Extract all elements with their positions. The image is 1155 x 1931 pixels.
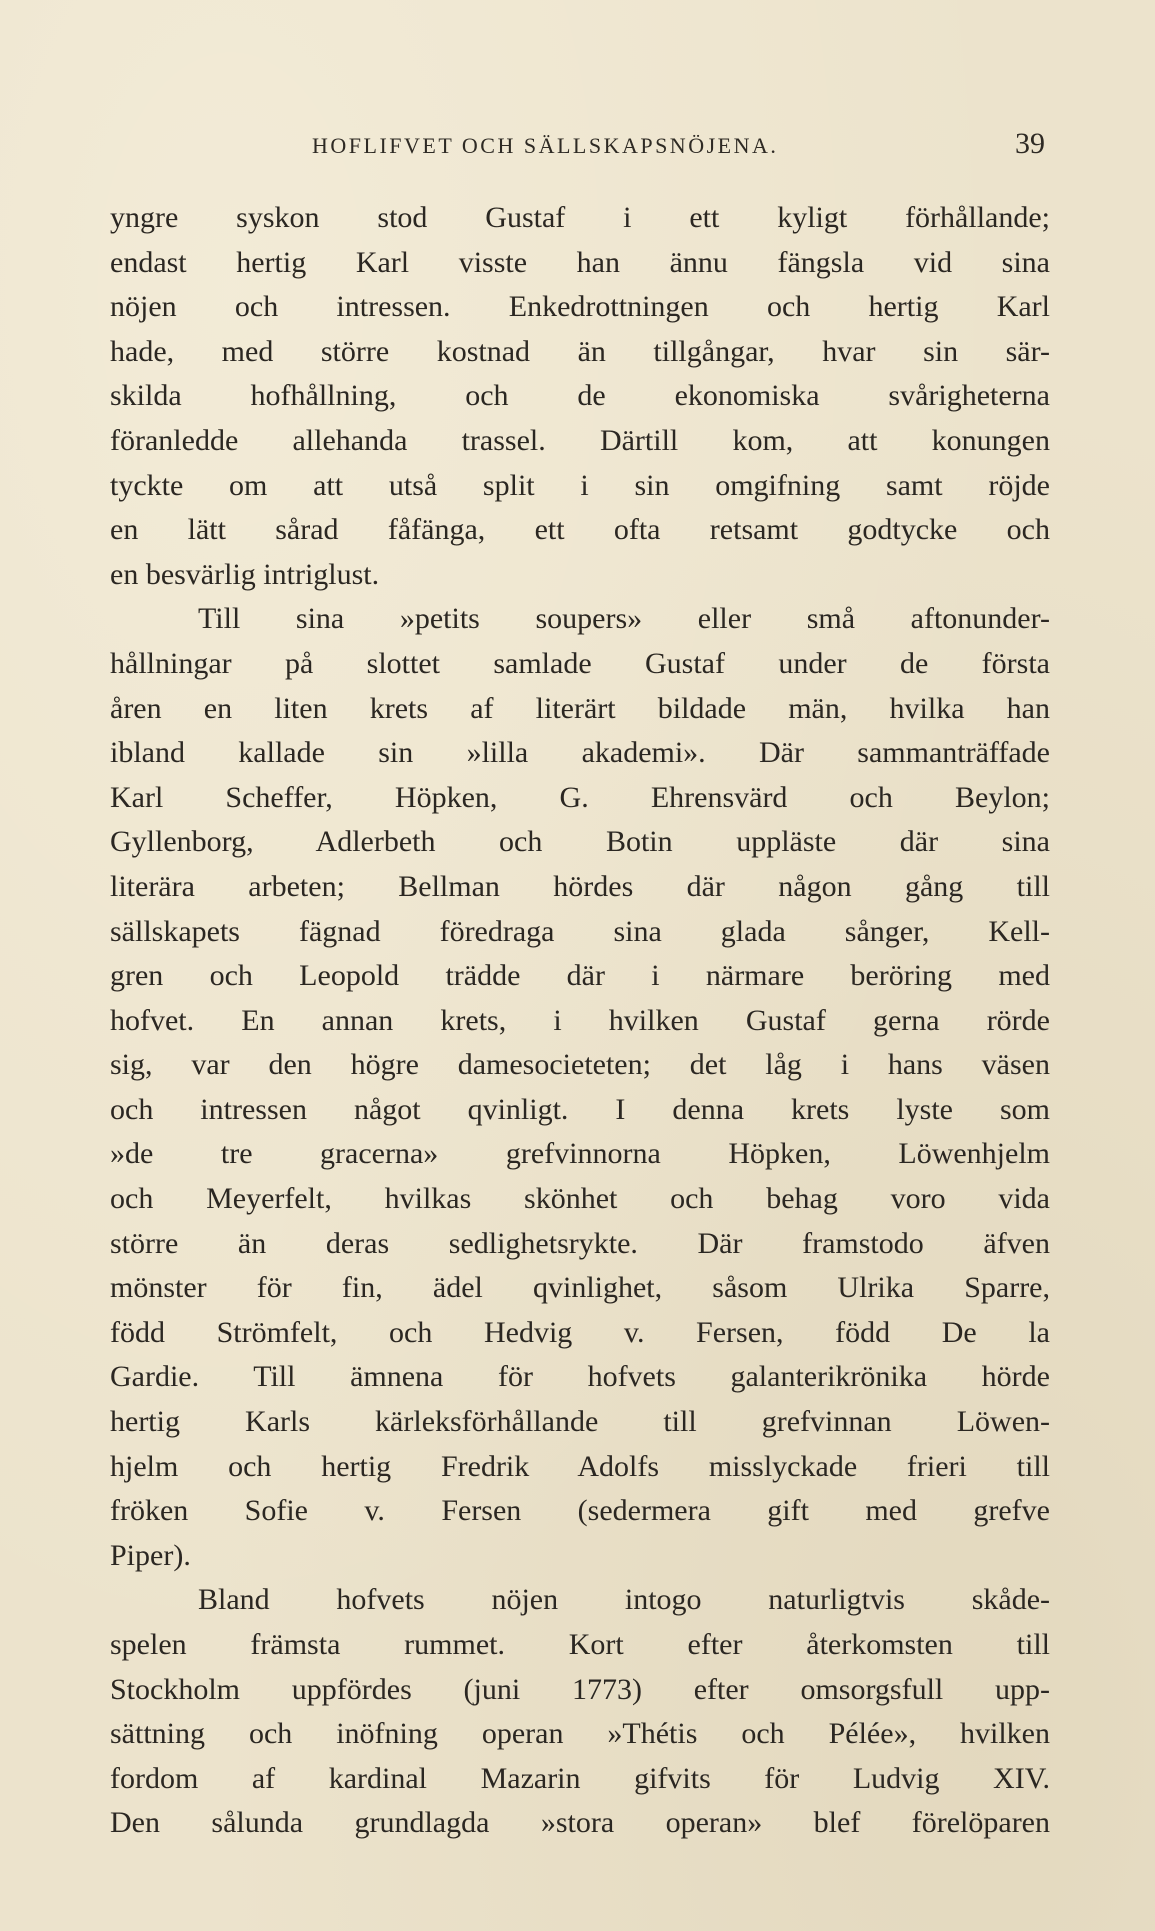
text-line: sättning och inöfning operan »Thétis och Pélée», hvilken [110,1717,1050,1751]
text-line: »de tre gracerna» grefvinnorna Höpken, Löwenhjelm [110,1137,1050,1171]
text-line: hertig Karls kärleksförhållande till grefvinnan Löwen- [110,1405,1050,1439]
text-line: Karl Scheffer, Höpken, G. Ehrensvärd och Beylon; [110,780,1050,814]
text-line: mönster för fin, ädel qvinlighet, såsom Ulrika Sparre, [110,1271,1050,1305]
text-line: sällskapets fägnad föredraga sina glada sånger, Kell- [110,914,1050,948]
text-line: ibland kallade sin »lilla akademi». Där sammanträffade [110,736,1050,770]
text-line: skilda hofhållning, och de ekonomiska svårigheterna [110,379,1050,413]
text-line: större än deras sedlighetsrykte. Där framstodo äfven [110,1226,1050,1260]
text-line: föranledde allehanda trassel. Därtill kom, att konungen [110,423,1050,457]
text-line: Gyllenborg, Adlerbeth och Botin uppläste där sina [110,825,1050,859]
text-line: hade, med större kostnad än tillgångar, hvar sin sär- [110,334,1050,368]
text-line: literära arbeten; Bellman hördes där någon gång till [110,869,1050,903]
text-line: en besvärlig intriglust. [110,557,380,591]
text-line: åren en liten krets af literärt bildade män, hvilka han [110,691,1050,725]
body-text [110,196,1050,1846]
text-line: Gardie. Till ämnena för hofvets galanterikrönika hörde [110,1360,1050,1394]
running-head [200,127,1050,167]
text-line: och Meyerfelt, hvilkas skönhet och behag voro vida [110,1182,1050,1216]
text-line: född Strömfelt, och Hedvig v. Fersen, född De la [110,1315,1050,1349]
text-line: och intressen något qvinligt. I denna krets lyste som [110,1092,1050,1126]
text-line: fröken Sofie v. Fersen (sedermera gift med grefve [110,1494,1050,1528]
text-line: hofvet. En annan krets, i hvilken Gustaf gerna rörde [110,1003,1050,1037]
text-line: Till sina »petits soupers» eller små aftonunder- [198,602,1050,636]
text-line: endast hertig Karl visste han ännu fängsla vid sina [110,245,1050,279]
running-title: HOFLIFVET OCH SÄLLSKAPSNÖJENA. [312,133,779,158]
text-line: nöjen och intressen. Enkedrottningen och hertig Karl [110,290,1050,324]
text-line: tyckte om att utså split i sin omgifning samt röjde [110,468,1050,502]
text-line: spelen främsta rummet. Kort efter återkomsten till [110,1628,1050,1661]
text-line: Piper). [110,1538,191,1572]
text-line: sig, var den högre damesocieteten; det låg i hans väsen [110,1048,1050,1082]
text-line: gren och Leopold trädde där i närmare beröring med [110,959,1050,993]
text-line: Den sålunda grundlagda »stora operan» blef förelöparen [110,1806,1050,1840]
text-line: en lätt sårad fåfänga, ett ofta retsamt godtycke och [110,513,1050,547]
text-line: fordom af kardinal Mazarin gifvits för Ludvig XIV. [110,1761,1050,1795]
text-line: Stockholm uppfördes (juni 1773) efter omsorgsfull upp- [110,1672,1050,1706]
text-line: Bland hofvets nöjen intogo naturligtvis skåde- [198,1583,1050,1617]
page-number: 39 [1015,127,1045,160]
text-line: yngre syskon stod Gustaf i ett kyligt förhållande; [110,201,1050,234]
text-line: hjelm och hertig Fredrik Adolfs misslyckade frieri till [110,1449,1050,1483]
text-line: hållningar på slottet samlade Gustaf under de första [110,646,1050,680]
